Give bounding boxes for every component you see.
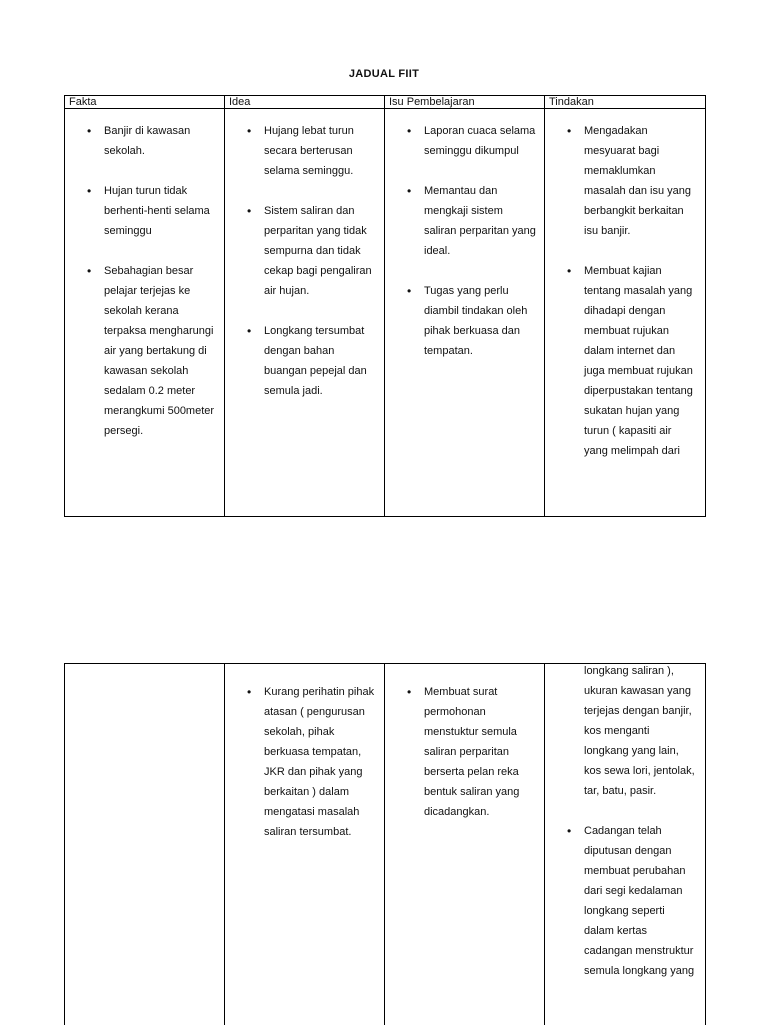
- document-title: JADUAL FIIT: [0, 68, 768, 80]
- header-idea: Idea: [225, 96, 385, 109]
- table-row: [65, 109, 706, 517]
- fakta-list: [65, 109, 224, 441]
- isu-list: [385, 109, 544, 361]
- list-item: • Banjir di kawasan sekolah.: [73, 121, 216, 161]
- tindakan-list: [545, 109, 705, 461]
- cell-fakta: [65, 664, 225, 1025]
- cell-isu-pembelajaran: [385, 664, 545, 1025]
- list-item: • Memantau dan mengkaji sistem saliran perparitan yang ideal.: [393, 181, 536, 261]
- list-item: • Cadangan telah diputusan dengan membuat perubahan dari segi kedalaman longkang seperti dalam kertas cadangan menstruktur semula longkang yang: [553, 821, 697, 981]
- list-item: • Sistem saliran dan perparitan yang tidak sempurna dan tidak cekap bagi pengaliran air hujan.: [233, 201, 376, 301]
- cell-idea: [225, 109, 385, 517]
- cell-isu-pembelajaran: [385, 109, 545, 517]
- idea-list: [225, 664, 384, 842]
- tindakan-continuation: longkang saliran ), ukuran kawasan yang terjejas dengan banjir, kos menganti longkang yang lain, kos sewa lori, jentolak, tar, batu, pasir.: [545, 661, 705, 801]
- isu-list: [385, 664, 544, 822]
- cell-tindakan: [545, 664, 706, 1025]
- list-item: • Tugas yang perlu diambil tindakan oleh pihak berkuasa dan tempatan.: [393, 281, 536, 361]
- fiit-table-page-2: [64, 663, 706, 1025]
- tindakan-list: [545, 821, 705, 981]
- cell-tindakan: [545, 109, 706, 517]
- cell-fakta: [65, 109, 225, 517]
- table-row: [65, 664, 706, 1025]
- list-item: • Laporan cuaca selama seminggu dikumpul: [393, 121, 536, 161]
- list-item: • Membuat surat permohonan menstuktur semula saliran perparitan berserta pelan reka bentuk saliran yang dicadangkan.: [393, 682, 536, 822]
- idea-list: [225, 109, 384, 401]
- header-isu-pembelajaran: Isu Pembelajaran: [385, 96, 545, 109]
- list-item: • Longkang tersumbat dengan bahan buangan pepejal dan semula jadi.: [233, 321, 376, 401]
- list-item: • Mengadakan mesyuarat bagi memaklumkan masalah dan isu yang berbangkit berkaitan isu banjir.: [553, 121, 697, 241]
- list-item: • Membuat kajian tentang masalah yang dihadapi dengan membuat rujukan dalam internet dan juga membuat rujukan diperpustakan tentang sukatan hujan yang turun ( kapasiti air yang melimpah dari: [553, 261, 697, 461]
- list-item: • Kurang perihatin pihak atasan ( pengurusan sekolah, pihak berkuasa tempatan, JKR dan pihak yang berkaitan ) dalam mengatasi masalah saliran tersumbat.: [233, 682, 376, 842]
- list-item: • Hujang lebat turun secara berterusan selama seminggu.: [233, 121, 376, 181]
- header-row: [65, 96, 706, 109]
- header-tindakan: Tindakan: [545, 96, 706, 109]
- cell-idea: [225, 664, 385, 1025]
- list-item: • Hujan turun tidak berhenti-henti selama seminggu: [73, 181, 216, 241]
- fiit-table-page-1: [64, 95, 706, 517]
- list-item: • Sebahagian besar pelajar terjejas ke sekolah kerana terpaksa mengharungi air yang bertakung di kawasan sekolah sedalam 0.2 meter merangkumi 500meter persegi.: [73, 261, 216, 441]
- header-fakta: Fakta: [65, 96, 225, 109]
